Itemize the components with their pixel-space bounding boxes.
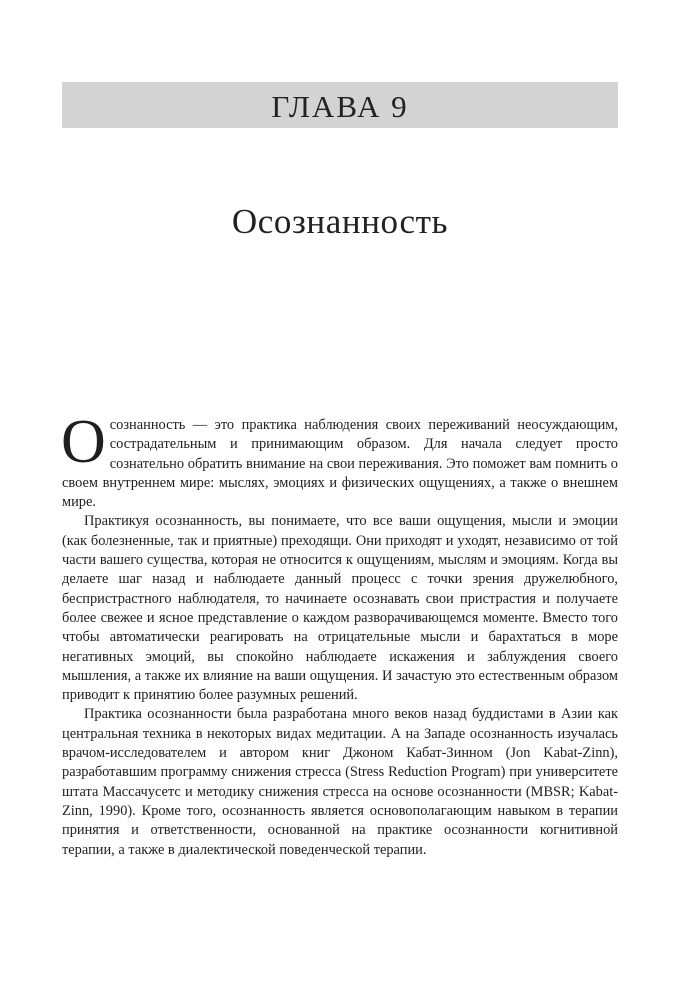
paragraph-3: Практика осознанности была разработана много веков назад буддистами в Азии как центральная техника в некоторых видах медитации. А на Западе осознанность изучалась врачом-исследователем и автором книг Джоном Кабат-Зинном (Jon Kabat-Zinn), разработавшим программу снижения стресса (Stress Reduction Program) при университете штата Массачусетс и методику снижения стресса на основе осознанности (MBSR; Kabat-Zinn, 1990). Кроме того, осознанность является основополагающим навыком в терапии принятия и ответственности, основанной на практике осознанности когнитивной терапии, а также в диалектической поведенческой терапии. [62,706,618,858]
chapter-title: Осознанность [231,202,449,241]
chapter-label: ГЛАВА 9 [271,88,409,124]
chapter-body [61,408,618,860]
paragraph-2: Практикуя осознанность, вы понимаете, что все ваши ощущения, мысли и эмоции (как болезненные, так и приятные) преходящи. Они приходят и уходят, независимо от той части вашего существа, которая не относится к ощущениям, мыслям и эмоциям. Когда вы делаете шаг назад и наблюдаете данный процесс с точки зрения дружелюбного, беспристрастного наблюдателя, то начинаете осознавать свои пристрастия и получаете более свежее и ясное представление о каждом разворачивающемся моменте. Вместо того чтобы автоматически реагировать на отрицательные мысли и барахтаться в море негативных эмоций, вы спокойно наблюдаете искажения и заблуждения своего мышления, а также их влияние на ваши ощущения. И зачастую это естественным образом приводит к принятию более разумных решений. [62,513,618,704]
paragraph-1 [61,408,618,512]
chapter-banner [62,82,618,128]
drop-cap: О [61,408,106,476]
paragraph-1-text: сознанность — это практика наблюдения своих переживаний неосуждающим, сострадательным и принимающим образом. Для начала следует просто сознательно обратить внимание на свои переживания. Это поможет вам помнить о своем внутреннем мире: мыслях, эмоциях и физических ощущениях, а также о внешнем мире. [62,417,618,511]
